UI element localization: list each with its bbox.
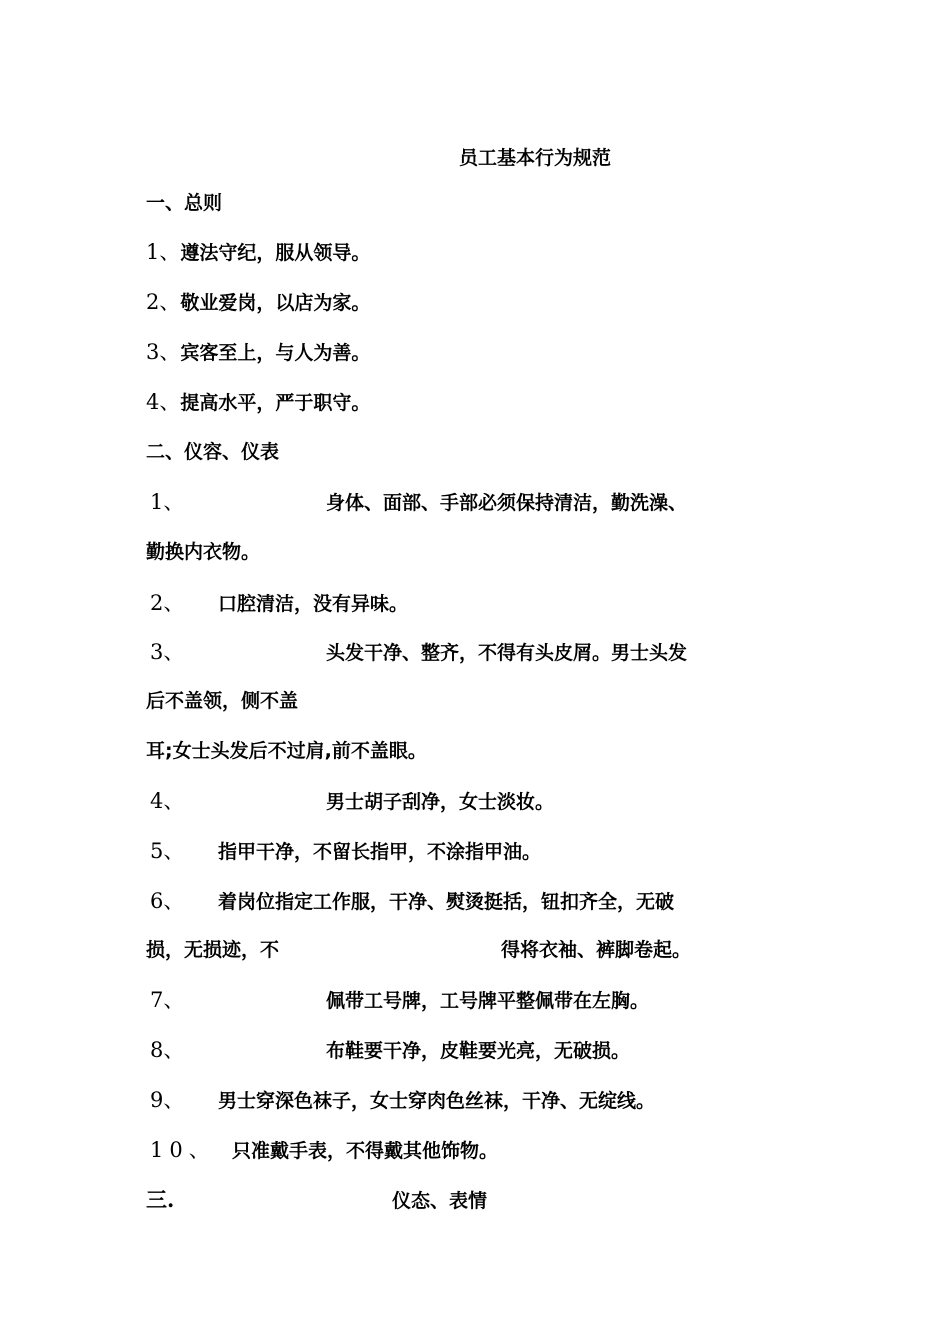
item-text: 口腔清洁，没有异味。	[218, 593, 409, 615]
list-item	[150, 490, 687, 515]
list-item	[150, 591, 408, 616]
item-text: 男士穿深色袜子，女士穿肉色丝袜，干净、无绽线。	[218, 1090, 656, 1112]
item-number: 2、	[146, 290, 181, 314]
item-text: 只准戴手表，不得戴其他饰物。	[232, 1140, 499, 1162]
item-text: 指甲干净，不留长指甲，不涂指甲油。	[218, 841, 542, 863]
item-continuation: 得将衣袖、裤脚卷起。	[501, 939, 692, 961]
item-continuation: 耳;女士头发后不过肩,前不盖眼。	[146, 740, 427, 762]
list-item	[146, 390, 370, 415]
item-text: 着岗位指定工作服，干净、熨烫挺括，钮扣齐全，无破	[218, 891, 675, 913]
item-continuation: 损，无损迹，不	[146, 939, 280, 961]
item-text: 敬业爱岗，以店为家。	[180, 292, 371, 314]
item-number: 10、	[150, 1138, 216, 1162]
item-text: 头发干净、整齐，不得有头皮屑。男士头发	[326, 642, 688, 664]
list-item	[146, 290, 370, 315]
list-item	[150, 640, 687, 665]
item-number: 5、	[150, 839, 185, 863]
item-number: 9、	[150, 1088, 185, 1112]
item-continuation: 勤换内衣物。	[146, 541, 261, 563]
list-item	[150, 789, 554, 814]
item-continuation: 后不盖领，侧不盖	[146, 690, 299, 712]
section3-heading	[146, 1188, 487, 1213]
item-text: 宾客至上，与人为善。	[180, 342, 371, 364]
list-item	[146, 340, 370, 365]
item-text: 布鞋要干净，皮鞋要光亮，无破损。	[326, 1040, 631, 1062]
list-item	[150, 988, 649, 1013]
item-text: 遵法守纪，服从领导。	[180, 242, 371, 264]
item-number: 8、	[150, 1038, 185, 1062]
item-number: 1、	[146, 240, 181, 264]
item-text: 身体、面部、手部必须保持清洁，勤洗澡、	[326, 492, 688, 514]
list-item	[146, 240, 370, 265]
list-item	[150, 839, 541, 864]
document-title: 员工基本行为规范	[458, 147, 611, 169]
item-text: 男士胡子刮净，女士淡妆。	[326, 791, 555, 813]
item-number: 3、	[146, 340, 181, 364]
item-number: 7、	[150, 988, 185, 1012]
list-item	[150, 889, 674, 914]
item-number: 2、	[150, 591, 185, 615]
section2-heading: 二、仪容、仪表	[146, 441, 280, 463]
item-text: 提高水平，严于职守。	[180, 392, 371, 414]
section1-heading: 一、总则	[146, 192, 223, 214]
item-number: 4、	[146, 390, 181, 414]
section-title: 仪态、表情	[392, 1190, 488, 1212]
list-item	[150, 1038, 630, 1063]
list-item	[150, 1088, 655, 1113]
item-text: 佩带工号牌，工号牌平整佩带在左胸。	[326, 990, 650, 1012]
item-number: 1、	[150, 490, 185, 514]
section-number: 三.	[146, 1187, 175, 1212]
list-item	[150, 1138, 498, 1163]
item-number: 3、	[150, 640, 185, 664]
item-number: 6、	[150, 889, 185, 913]
item-number: 4、	[150, 789, 185, 813]
